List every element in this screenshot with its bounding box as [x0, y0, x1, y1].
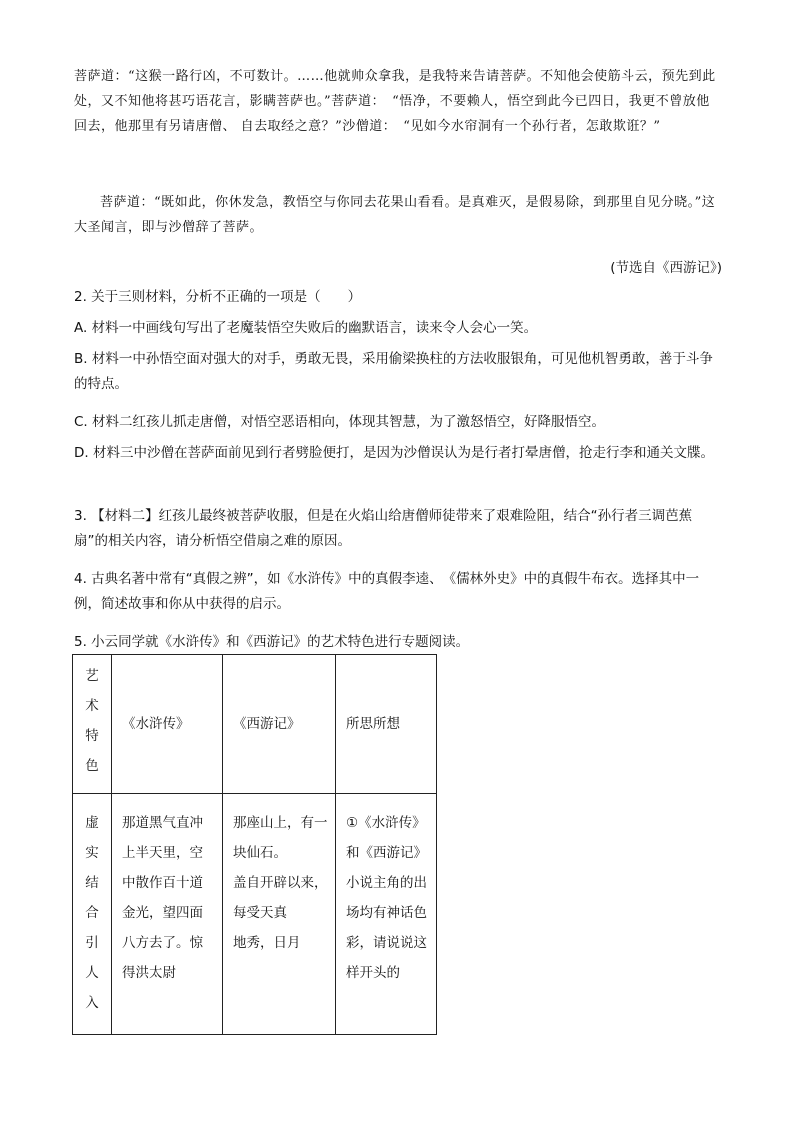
char: 人: [85, 965, 99, 981]
art-feature-table: [72, 654, 437, 1035]
char: 引: [85, 935, 99, 951]
table-row: [73, 794, 437, 1035]
char: 实: [85, 845, 99, 861]
question-2-stem: 2. 关于三则材料，分析不正确的一项是（ ）: [74, 289, 362, 305]
cell-shuihu-text: 那道黑气直冲上半天里，空中散作百十道金光，望四面八方去了。惊得洪太尉: [112, 794, 223, 1035]
question-2-option-a: A. 材料一中画线句写出了老魔装悟空失败后的幽默语言，读来令人会心一笑。: [74, 320, 538, 336]
char: 特: [85, 728, 99, 744]
header-shuihu: 《水浒传》: [112, 655, 223, 794]
cell-thoughts-text: ①《水浒传》和《西游记》小说主角的出场均有神话色彩，请说说这样开头的: [336, 794, 437, 1035]
xiyouji-line-b: 盖自开辟以来，每受天真: [233, 875, 328, 921]
char: 艺: [85, 668, 99, 684]
row-feature-label: [73, 794, 112, 1035]
question-2-option-b: B. 材料一中孙悟空面对强大的对手，勇敢无畏，采用偷梁换柱的方法收服银角，可见他机智勇敢，善于斗争的特点。: [74, 351, 713, 392]
table-header-row: [73, 655, 437, 794]
header-thoughts: 所思所想: [336, 655, 437, 794]
xiyouji-line-c: 地秀，日月: [233, 935, 301, 951]
char: 合: [85, 905, 99, 921]
excerpt-paragraph-1: 菩萨道：“这猴一路行凶，不可数计。……他就帅众拿我，是我特来告请菩萨。不知他会使筋斗云，预先到此处，又不知他将甚巧语花言，影瞒菩萨也。”菩萨道： “悟净，不要赖人，悟空到此今已四日，我更不曾放他回去，他那里有另请唐僧、 自去取经之意？”沙僧道： “见如今水帘洞有一个孙行者，怎敢欺诳？”: [74, 69, 716, 134]
question-5: 5. 小云同学就《水浒传》和《西游记》的艺术特色进行专题阅读。: [74, 634, 470, 650]
char: 术: [85, 698, 99, 714]
question-2-option-d: D. 材料三中沙僧在菩萨面前见到行者劈脸便打，是因为沙僧误认为是行者打晕唐僧，抢走行李和通关文牒。: [74, 445, 714, 461]
question-4: 4. 古典名著中常有“真假之辨”，如《水浒传》中的真假李逵、 《儒林外史》中的真假牛布衣。选择其中一例，简述故事和你从中获得的启示。: [74, 571, 700, 612]
question-3: 3. 【材料二】红孩儿最终被菩萨收服，但是在火焰山给唐僧师徒带来了艰难险阻，结合“孙行者三调芭蕉扇”的相关内容，请分析悟空借扇之难的原因。: [74, 508, 693, 549]
char: 色: [85, 758, 99, 774]
cell-xiyouji-text: [223, 794, 336, 1035]
question-2-option-c: C. 材料二红孩儿抓走唐僧，对悟空恶语相向，体现其智慧，为了激怒悟空，好降服悟空。: [74, 414, 606, 430]
char: 结: [85, 875, 99, 891]
excerpt-paragraph-2: 菩萨道：“既如此，你休发急，教悟空与你同去花果山看看。是真难灭，是假易除，到那里自见分晓。”这大圣闻言，即与沙僧辞了菩萨。: [74, 195, 716, 235]
char: 虚: [85, 815, 99, 831]
header-art-feature: [73, 655, 112, 794]
xiyouji-line-a: 那座山上，有一块仙石。: [233, 815, 328, 861]
header-xiyouji: 《西游记》: [223, 655, 336, 794]
char: 入: [85, 995, 99, 1011]
excerpt-source: (节选自《西游记》): [610, 260, 722, 276]
